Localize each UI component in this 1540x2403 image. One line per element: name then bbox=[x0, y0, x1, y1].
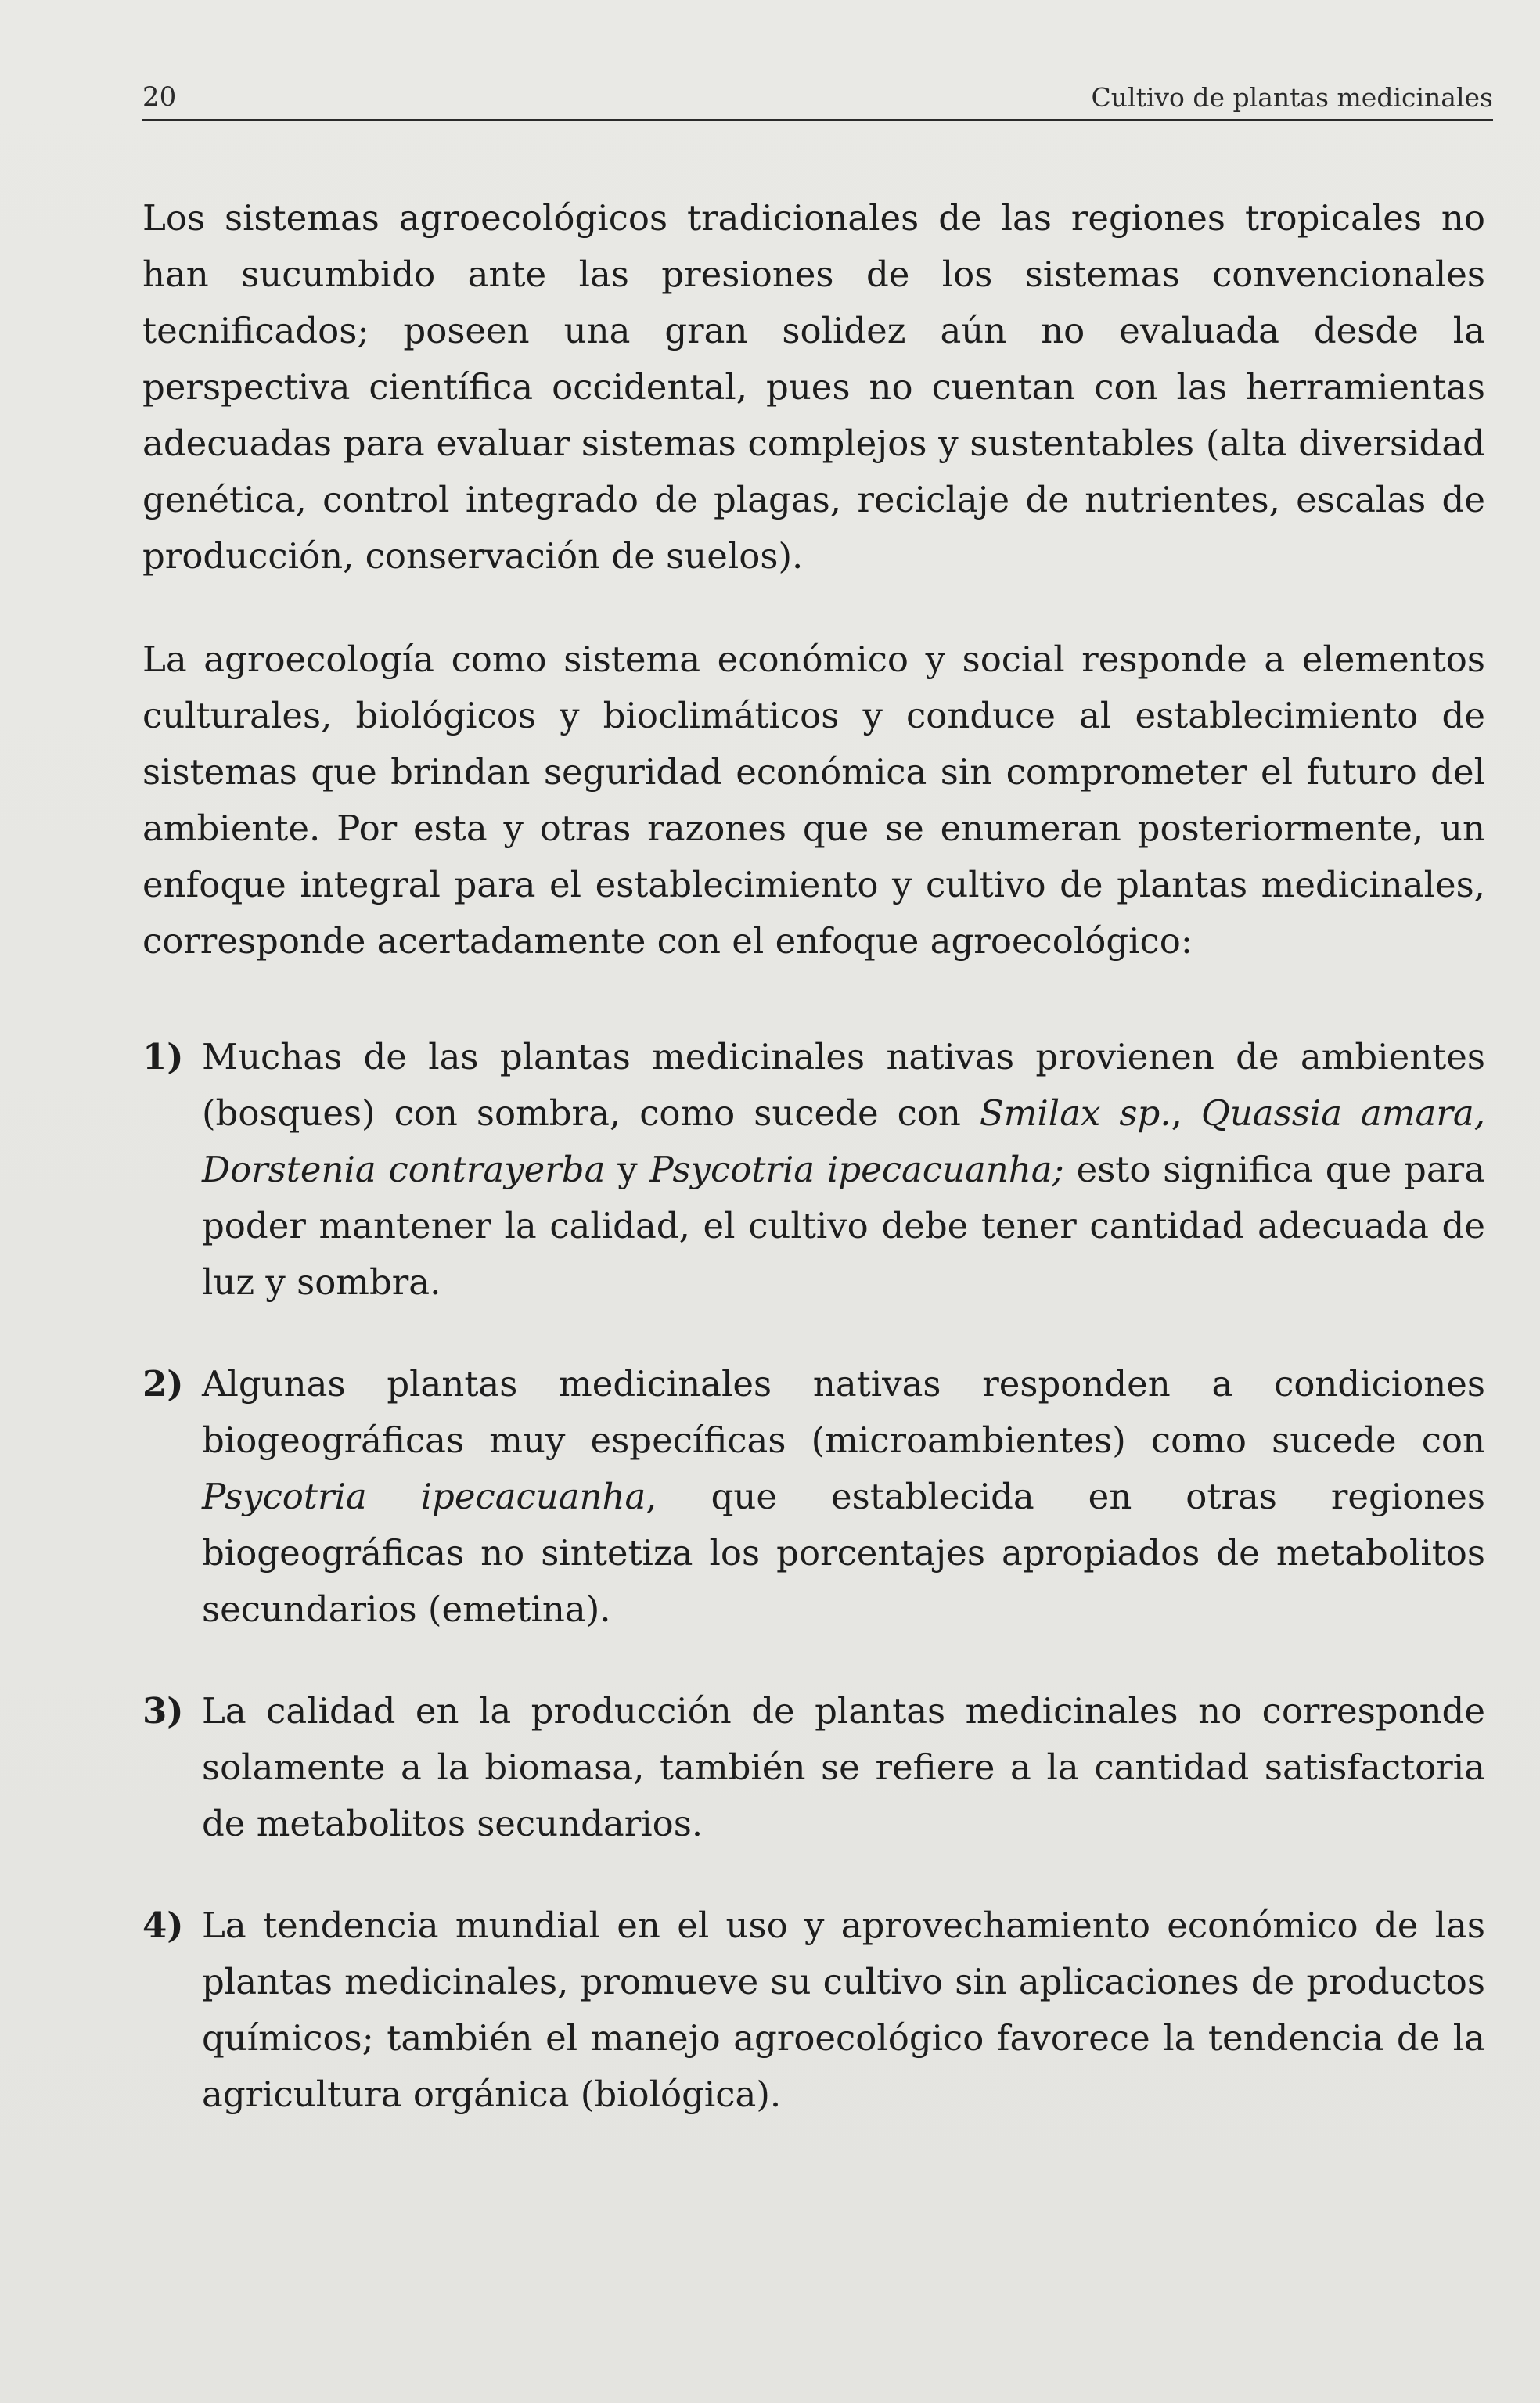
species-name: Psycotria ipecacuanha; bbox=[649, 1149, 1064, 1190]
list-item bbox=[142, 1683, 1485, 1852]
paragraph-agroecology: La agroecología como sistema económico y social responde a elementos culturales, biológicos y bioclimáticos y conduce al establecimiento de sistemas que brindan seguridad económica sin comprometer el futuro del ambiente. Por esta y otras razones que se enumeran posteriormente, un enfoque integral para el establecimiento y cultivo de plantas medicinales, corresponde acertadamente con el enfoque agroecológico: bbox=[142, 639, 1485, 962]
list-item-number: 4) bbox=[142, 1905, 184, 1946]
species-name: Quassia amara, Dorstenia contrayerba bbox=[202, 1092, 1486, 1190]
list-item bbox=[142, 1356, 1485, 1638]
list-item-text: Algunas plantas medicinales nativas responden a condiciones biogeográficas muy específicas (microambientes) como sucede con Psycotria ipecacuanha, que establecida en otras regiones biogeográficas no sintetiza los porcentajes apropiados de metabolitos secundarios (emetina). bbox=[202, 1363, 1485, 1630]
list-item-text: La tendencia mundial en el uso y aprovechamiento económico de las plantas medicinales, promueve su cultivo sin aplicaciones de productos químicos; también el manejo agroecológico favorece la tendencia de la agricultura orgánica (biológica). bbox=[202, 1905, 1485, 2115]
list-item-number: 2) bbox=[142, 1363, 184, 1405]
list-item bbox=[142, 1029, 1485, 1311]
list-item bbox=[142, 1898, 1485, 2123]
species-name: Smilax sp. bbox=[979, 1092, 1171, 1134]
paragraph-traditional-systems: Los sistemas agroecológicos tradicionales de las regiones tropicales no han sucumbido ante las presiones de los sistemas convencionales tecnificados; poseen una gran solidez aún no evaluada desde la perspectiva científica occidental, pues no cuentan con las herramientas adecuadas para evaluar sistemas complejos y sustentables (alta diversidad genética, control integrado de plagas, reciclaje de nutrientes, escalas de producción, conservación de suelos). bbox=[142, 197, 1485, 577]
list-item-number: 1) bbox=[142, 1036, 184, 1077]
list-item-number: 3) bbox=[142, 1690, 184, 1732]
page-header bbox=[142, 72, 1493, 121]
list-item-text: Muchas de las plantas medicinales nativas provienen de ambientes (bosques) con sombra, como sucede con Smilax sp., Quassia amara, Dorstenia contrayerba y Psycotria ipecacuanha; esto significa que para poder mantener la calidad, el cultivo debe tener cantidad adecuada de luz y sombra. bbox=[202, 1036, 1486, 1303]
body-text bbox=[142, 190, 1485, 2123]
running-title: Cultivo de plantas medicinales bbox=[1091, 82, 1493, 113]
list-item-text: La calidad en la producción de plantas medicinales no corresponde solamente a la biomasa, también se refiere a la cantidad satisfactoria de metabolitos secundarios. bbox=[202, 1690, 1485, 1844]
reasons-list bbox=[142, 1029, 1485, 2123]
page-number: 20 bbox=[142, 81, 177, 113]
species-name: Psycotria ipecacuanha bbox=[202, 1476, 646, 1517]
